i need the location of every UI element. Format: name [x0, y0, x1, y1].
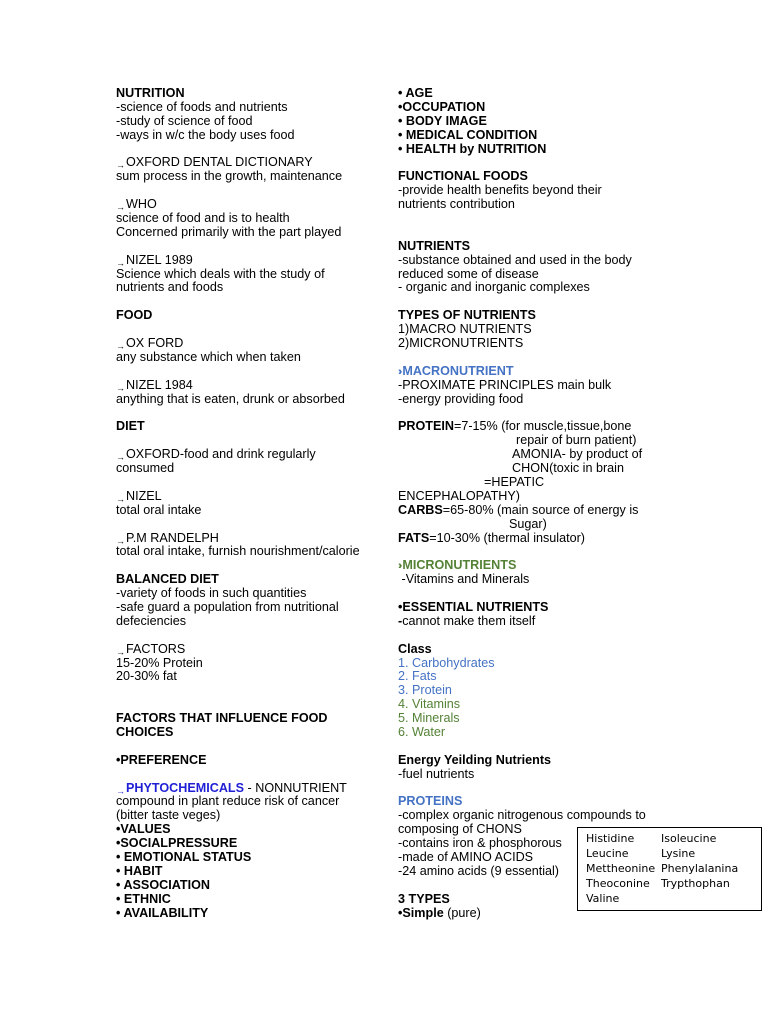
macro-line-1: -PROXIMATE PRINCIPLES main bulk [398, 377, 612, 392]
chevron-icon: ›› [398, 365, 400, 378]
arrow-icon: → [116, 160, 125, 171]
occupation-item: •OCCUPATION [398, 99, 486, 114]
protein-cont-3: CHON(toxic in brain [512, 461, 624, 476]
nutrition-line-3: -ways in w/c the body uses food [116, 127, 295, 142]
ethnic-item: • ETHNIC [116, 891, 171, 906]
nutrition-heading: NUTRITION [116, 86, 185, 100]
ox-ford-label: →OX FORD [116, 336, 184, 352]
pm-randelph-text: total oral intake, furnish nourishment/calorie [116, 544, 360, 559]
class-item-1: 1. Carbohydrates [398, 655, 495, 670]
association-item: • ASSOCIATION [116, 877, 210, 892]
protein-line: PROTEIN=7-15% (for muscle,tissue,bone [398, 419, 632, 434]
protein-cont-5: ENCEPHALOPATHY) [398, 488, 520, 503]
food-heading: FOOD [116, 308, 153, 323]
arrow-icon: → [116, 341, 125, 352]
proteins-line-5: -24 amino acids (9 essential) [398, 863, 559, 878]
class-item-5: 5. Minerals [398, 711, 460, 726]
three-types-heading: 3 TYPES [398, 891, 450, 906]
nutrients-line-1: -substance obtained and used in the body [398, 252, 632, 267]
phyto-line-2: (bitter taste veges) [116, 808, 221, 823]
influence-heading-1: FACTORS THAT INFLUENCE FOOD [116, 711, 328, 726]
who-line-1: science of food and is to health [116, 211, 290, 226]
macro-line-2: -energy providing food [398, 391, 524, 406]
pm-randelph-label: →P.M RANDELPH [116, 530, 219, 546]
nutrients-line-2: reduced some of disease [398, 266, 539, 281]
ox-ford-text: any substance which when taken [116, 349, 301, 364]
body-image-item: • BODY IMAGE [398, 113, 487, 128]
phytochemicals-label: PHYTOCHEMICALS [126, 780, 245, 795]
arrow-icon: → [116, 452, 125, 463]
proteins-line-2: composing of CHONS [398, 822, 522, 837]
arrow-icon: → [116, 646, 125, 657]
chevron-icon: ›› [398, 560, 400, 573]
amino-row: Valine [586, 892, 620, 905]
factors-label: →FACTORS [116, 641, 186, 657]
nutrition-line-2: -study of science of food [116, 113, 253, 128]
arrow-icon: → [116, 202, 125, 213]
micronutrients-heading: ›› MICRONUTRIENTS [398, 558, 517, 573]
protein-cont-4: =HEPATIC [484, 474, 545, 489]
proteins-line-4: -made of AMINO ACIDS [398, 849, 534, 864]
factors-line-2: 20-30% fat [116, 669, 177, 684]
phytochemicals-line: →PHYTOCHEMICALS - NONNUTRIENT [116, 780, 347, 796]
functional-line-1: -provide health benefits beyond their [398, 183, 602, 198]
types-heading: TYPES OF NUTRIENTS [398, 308, 536, 323]
class-item-3: 3. Protein [398, 683, 452, 698]
simple-line: •Simple (pure) [398, 905, 481, 920]
nizel-text: total oral intake [116, 502, 202, 517]
energy-line: -fuel nutrients [398, 766, 475, 781]
nutrients-heading: NUTRIENTS [398, 238, 471, 253]
health-by-nutrition-item: • HEALTH by NUTRITION [398, 141, 547, 156]
carbs-line: CARBS=65-80% (main source of energy is [398, 502, 639, 517]
factors-line-1: 15-20% Protein [116, 655, 203, 670]
nizel-1989-line-1: Science which deals with the study of [116, 266, 325, 281]
preference-item: •PREFERENCE [116, 752, 207, 767]
balanced-diet-line-2: -safe guard a population from nutritional [116, 599, 339, 614]
balanced-diet-heading: BALANCED DIET [116, 572, 219, 587]
phyto-line-1: compound in plant reduce risk of cancer [116, 794, 340, 809]
micro-line: -Vitamins and Minerals [398, 572, 530, 587]
types-line-2: 2)MICRONUTRIENTS [398, 336, 524, 351]
class-item-6: 6. Water [398, 724, 446, 739]
left-column [116, 87, 386, 920]
emotional-status-item: • EMOTIONAL STATUS [116, 849, 252, 864]
proteins-line-3: -contains iron & phosphorous [398, 836, 562, 851]
amino-row: Mettheonine Phenylalanina [586, 862, 739, 875]
diet-heading: DIET [116, 419, 145, 434]
habit-item: • HABIT [116, 863, 163, 878]
nizel-1989-label: →NIZEL 1989 [116, 252, 193, 268]
nizel-1989-line-2: nutrients and foods [116, 280, 224, 295]
class-heading: Class [398, 641, 432, 656]
balanced-diet-line-3: defeciencies [116, 613, 187, 628]
oxford-diet-line-2: consumed [116, 461, 175, 476]
functional-line-2: nutrients contribution [398, 197, 515, 212]
who-label: →WHO [116, 197, 157, 213]
essential-heading: •ESSENTIAL NUTRIENTS [398, 599, 549, 614]
proteins-heading: PROTEINS [398, 794, 463, 809]
class-item-2: 2. Fats [398, 669, 437, 684]
right-column [398, 87, 668, 920]
medical-condition-item: • MEDICAL CONDITION [398, 127, 538, 142]
essential-line: -cannot make them itself [398, 613, 536, 628]
class-item-4: 4. Vitamins [398, 697, 461, 712]
social-pressure-item: •SOCIALPRESSURE [116, 836, 238, 851]
functional-foods-heading: FUNCTIONAL FOODS [398, 169, 528, 184]
nutrients-line-3: - organic and inorganic complexes [398, 280, 590, 295]
energy-heading: Energy Yeilding Nutrients [398, 752, 552, 767]
macronutrient-heading: ›› MACRONUTRIENT [398, 363, 514, 378]
amino-row: Leucine Lysine [586, 847, 696, 860]
arrow-icon: → [116, 785, 125, 796]
oxford-dental-text: sum process in the growth, maintenance [116, 169, 343, 184]
protein-cont-2: AMONIA- by product of [512, 447, 643, 462]
arrow-icon: → [116, 535, 125, 546]
arrow-icon: → [116, 493, 125, 504]
protein-cont-1: repair of burn patient) [516, 433, 637, 448]
balanced-diet-line-1: -variety of foods in such quantities [116, 586, 307, 601]
nutrition-line-1: -science of foods and nutrients [116, 99, 288, 114]
arrow-icon: → [116, 382, 125, 393]
proteins-line-1: -complex organic nitrogenous compounds to [398, 808, 646, 823]
nizel-1984-label: →NIZEL 1984 [116, 377, 193, 393]
essential-amino-acids-box [577, 827, 762, 911]
oxford-diet-line-1: →OXFORD-food and drink regularly [116, 447, 316, 463]
availability-item: • AVAILABILITY [116, 905, 209, 920]
amino-row: Histidine Isoleucine [586, 832, 717, 845]
types-line-1: 1)MACRO NUTRIENTS [398, 322, 532, 337]
amino-row: Theoconine Trypthophan [586, 877, 730, 890]
arrow-icon: → [116, 257, 125, 268]
age-item: • AGE [398, 86, 433, 100]
influence-heading-2: CHOICES [116, 724, 174, 739]
nizel-1984-text: anything that is eaten, drunk or absorbed [116, 391, 345, 406]
who-line-2: Concerned primarily with the part played [116, 224, 342, 239]
carbs-cont: Sugar) [509, 516, 547, 531]
nizel-label: →NIZEL [116, 488, 162, 504]
fats-line: FATS=10-30% (thermal insulator) [398, 530, 585, 545]
values-item: •VALUES [116, 822, 171, 837]
oxford-dental-label: →OXFORD DENTAL DICTIONARY [116, 155, 313, 171]
